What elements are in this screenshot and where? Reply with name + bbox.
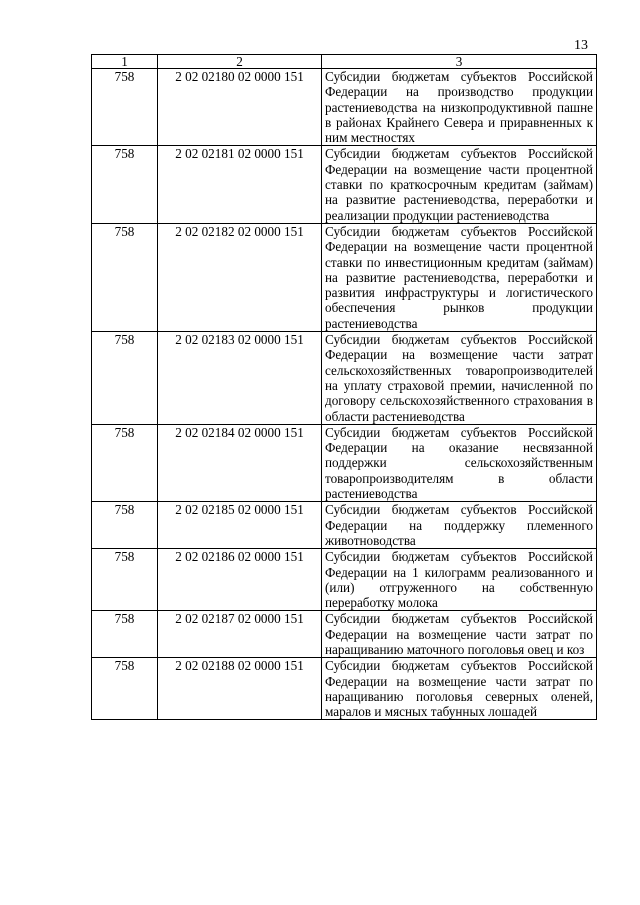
description-cell: Субсидии бюджетам субъектов Российской Федерации на возмещение части процентной ставки по краткосрочным кредитам (займам) на развитие растениеводства, переработки и реализации продукции растениеводства xyxy=(322,146,597,223)
column-header-3: 3 xyxy=(322,55,597,69)
description-cell: Субсидии бюджетам субъектов Российской Федерации на возмещение части затрат по наращиванию маточного поголовья овец и коз xyxy=(322,611,597,658)
budget-code-cell: 2 02 02182 02 0000 151 xyxy=(158,223,322,331)
admin-code-cell: 758 xyxy=(92,502,158,549)
admin-code-cell: 758 xyxy=(92,69,158,146)
admin-code-cell: 758 xyxy=(92,223,158,331)
budget-code-cell: 2 02 02184 02 0000 151 xyxy=(158,424,322,501)
description-cell: Субсидии бюджетам субъектов Российской Федерации на возмещение части процентной ставки по инвестиционным кредитам (займам) на развитие растениеводства, переработки и развития инфраструктуры и логистического обеспечения рынков продукции растениеводства xyxy=(322,223,597,331)
budget-code-cell: 2 02 02186 02 0000 151 xyxy=(158,549,322,611)
admin-code-cell: 758 xyxy=(92,332,158,425)
budget-classification-table xyxy=(91,54,597,720)
description-cell: Субсидии бюджетам субъектов Российской Федерации на возмещение части затрат сельскохозяйственных товаропроизводителей на уплату страховой премии, начисленной по договору сельскохозяйственного страхования в области растениеводства xyxy=(322,332,597,425)
table-row xyxy=(92,502,597,549)
header-row xyxy=(92,55,597,69)
description-cell: Субсидии бюджетам субъектов Российской Федерации на 1 килограмм реализованного и (или) отгруженного на собственную переработку молока xyxy=(322,549,597,611)
column-header-2: 2 xyxy=(158,55,322,69)
budget-code-cell: 2 02 02183 02 0000 151 xyxy=(158,332,322,425)
table-row xyxy=(92,424,597,501)
table-row xyxy=(92,549,597,611)
page-number: 13 xyxy=(574,38,588,53)
table-row xyxy=(92,69,597,146)
admin-code-cell: 758 xyxy=(92,658,158,720)
table-row xyxy=(92,146,597,223)
budget-code-cell: 2 02 02185 02 0000 151 xyxy=(158,502,322,549)
table-row xyxy=(92,658,597,720)
admin-code-cell: 758 xyxy=(92,611,158,658)
description-cell: Субсидии бюджетам субъектов Российской Федерации на оказание несвязанной поддержки сельскохозяйственным товаропроизводителям в области растениеводства xyxy=(322,424,597,501)
budget-code-cell: 2 02 02180 02 0000 151 xyxy=(158,69,322,146)
budget-code-cell: 2 02 02187 02 0000 151 xyxy=(158,611,322,658)
column-header-1: 1 xyxy=(92,55,158,69)
description-cell: Субсидии бюджетам субъектов Российской Федерации на поддержку племенного животноводства xyxy=(322,502,597,549)
budget-code-cell: 2 02 02181 02 0000 151 xyxy=(158,146,322,223)
budget-code-cell: 2 02 02188 02 0000 151 xyxy=(158,658,322,720)
table-row xyxy=(92,332,597,425)
table-row xyxy=(92,223,597,331)
description-cell: Субсидии бюджетам субъектов Российской Федерации на производство продукции растениеводства на низкопродуктивной пашне в районах Крайнего Севера и приравненных к ним местностях xyxy=(322,69,597,146)
admin-code-cell: 758 xyxy=(92,146,158,223)
table-row xyxy=(92,611,597,658)
description-cell: Субсидии бюджетам субъектов Российской Федерации на возмещение части затрат по наращиванию поголовья северных оленей, маралов и мясных табунных лошадей xyxy=(322,658,597,720)
admin-code-cell: 758 xyxy=(92,549,158,611)
admin-code-cell: 758 xyxy=(92,424,158,501)
